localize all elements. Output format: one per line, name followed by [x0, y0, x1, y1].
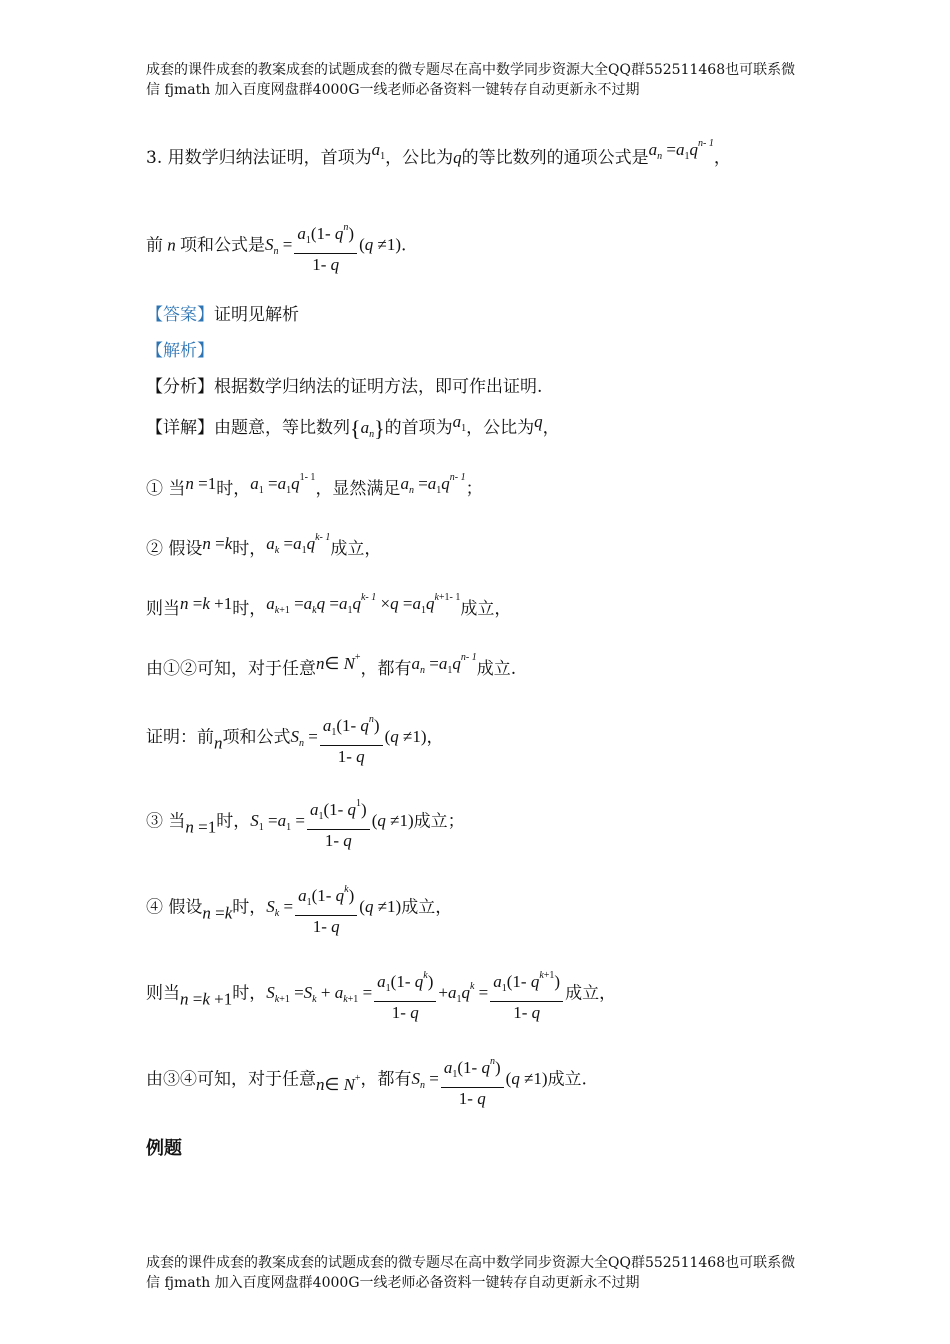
- math-n-eq-k1-b: n =k +1: [180, 989, 233, 1009]
- math-n-eq-k: n =k: [202, 534, 233, 553]
- problem-text-7: .: [401, 235, 407, 256]
- step-7-text-c: 成立，: [401, 897, 453, 918]
- math-q: q: [453, 148, 462, 167]
- step-8-text-b: 时，: [232, 983, 267, 1004]
- math-sum-formula: $S_n$ = $\frac{a_1(1- q^n)}{1- q}$ (q ≠1): [265, 235, 401, 254]
- math-q-b: q: [534, 412, 543, 431]
- step-6-text-c: 成立；: [413, 811, 465, 832]
- step-5-text-c: ，: [426, 727, 444, 748]
- answer-tag: 【答案】: [146, 305, 214, 325]
- fenxi-tag: 【分析】: [146, 377, 214, 397]
- problem-line-2: [146, 218, 406, 275]
- step-7-text-a: ④ 假设: [146, 897, 203, 918]
- math-a1-b: $a_1$: [452, 412, 467, 434]
- math-n: n: [163, 235, 180, 255]
- step-5: [146, 710, 444, 767]
- step-3-text-c: 成立，: [460, 599, 512, 619]
- analysis-tag-line: [146, 336, 214, 361]
- step-9-text-b: ，都有: [360, 1069, 412, 1090]
- step-9-text-a: 由③④可知，对于任意: [146, 1069, 316, 1090]
- math-n-eq-1-b: n =1: [185, 817, 217, 837]
- header-line-2: 信 fjmath 加入百度网盘群4000G一线老师必备资料一键转存自动更新永不过期: [146, 82, 640, 98]
- fenxi-text: 根据数学归纳法的证明方法，即可作出证明.: [214, 377, 543, 397]
- math-seq-an: $\{a_n\}$: [350, 416, 385, 442]
- math-n-b: n: [214, 733, 223, 753]
- step-2: [146, 532, 381, 559]
- section-title: 例题: [146, 1138, 182, 1159]
- footer-line-2: 信 fjmath 加入百度网盘群4000G一线老师必备资料一键转存自动更新永不过期: [146, 1275, 640, 1291]
- math-n-eq-k1: n =k +1: [180, 594, 233, 613]
- step-4: [146, 652, 516, 679]
- math-step1-general: $a_n =a_1q^{n- 1}$: [400, 472, 466, 496]
- math-step7-sum: $S_k$ = $\frac{a_1(1- q^k)}{1- q}$ (q ≠1): [266, 897, 401, 916]
- page-footer: [146, 1253, 826, 1293]
- step-1-text-b: 时，: [216, 479, 251, 499]
- math-step1-eq: $a_1 =a_1q^{1- 1}$: [250, 472, 316, 496]
- math-step9-sum: $S_n$ = $\frac{a_1(1- q^n)}{1- q}$ (q ≠1): [412, 1069, 548, 1088]
- problem-text-5: 前: [146, 235, 163, 256]
- step-5-text-b: 项和公式: [222, 727, 291, 748]
- step-8-text-a: 则当: [146, 983, 180, 1004]
- step-1-text-c: ，显然满足: [315, 479, 401, 499]
- math-a1: $a_1$: [371, 140, 386, 162]
- footer-line-1: 成套的课件成套的教案成套的试题成套的微专题尽在高中数学同步资源大全QQ群552511468也可联系微: [146, 1255, 796, 1271]
- step-9: [146, 1052, 587, 1109]
- step-8: [146, 966, 616, 1023]
- xiangjie-text-2: 的首项为: [384, 418, 453, 438]
- step-4-text-b: ，都有: [360, 659, 412, 679]
- math-n-eq-1: n =1: [185, 474, 217, 493]
- step-7-text-b: 时，: [232, 897, 267, 918]
- step-6-text-b: 时，: [216, 811, 251, 832]
- step-1-text-d: ；: [465, 479, 483, 499]
- step-3-text-a: 则当: [146, 599, 180, 619]
- step-6-text-a: ③ 当: [146, 811, 186, 832]
- answer-line: [146, 300, 299, 325]
- math-step6-sum: $S_1 =a_1$ = $\frac{a_1(1- q^1)}{1- q}$ (q ≠1): [250, 811, 413, 830]
- problem-text-6: 项和公式是: [180, 235, 265, 256]
- step-9-text-c: 成立.: [547, 1069, 587, 1090]
- xiangjie-text-1: 由题意，等比数列: [214, 418, 350, 438]
- step-3-text-b: 时，: [232, 599, 267, 619]
- step-2-text-c: 成立，: [330, 539, 382, 559]
- problem-text-1: 3. 用数学归纳法证明，首项为: [146, 148, 372, 168]
- step-5-text-a: 证明：前: [146, 727, 214, 748]
- xiangjie-text-3: ，公比为: [466, 418, 535, 438]
- math-n-in-N: n∈ N+: [316, 652, 361, 673]
- xiangjie-text-4: ，: [542, 418, 560, 438]
- xiangjie-line: [146, 412, 560, 442]
- math-n-eq-k-b: n =k: [202, 903, 233, 923]
- math-general-term: $a_n =a_1q^{n- 1}$: [648, 138, 714, 162]
- answer-text: 证明见解析: [214, 305, 299, 325]
- math-step8-sum: $S_{k+1} =S_k + a_{k+1}$ = $\frac{a_1(1- q^k)}{1- q}$ $+a_1q^k$ = $\frac{a_1(1- q^{k+1})}{1- q}$: [266, 983, 565, 1002]
- fenxi-line: [146, 372, 542, 397]
- step-3: [146, 592, 511, 619]
- math-step4-general: $a_n =a_1q^{n- 1}$: [411, 652, 477, 676]
- step-2-text-b: 时，: [232, 539, 267, 559]
- problem-line-1: [146, 138, 731, 168]
- analysis-tag: 【解析】: [146, 341, 214, 361]
- step-4-text-a: 由①②可知，对于任意: [146, 659, 316, 679]
- step-1-text-a: ① 当: [146, 479, 186, 499]
- problem-text-2: ，公比为: [385, 148, 454, 168]
- math-step5-sum: $S_n$ = $\frac{a_1(1- q^n)}{1- q}$ (q ≠1): [291, 727, 427, 746]
- step-7: [146, 880, 452, 937]
- math-ak: $a_k =a_1q^{k- 1}$: [266, 532, 331, 556]
- page-header: [146, 60, 826, 100]
- math-ak1: $a_{k+1} =a_kq =a_1q^{k- 1} \times q =a_1q^{k+1- 1}$: [266, 592, 461, 616]
- problem-text-3: 的等比数列的通项公式是: [461, 148, 649, 168]
- problem-text-4: ，: [713, 148, 731, 168]
- step-2-text-a: ② 假设: [146, 539, 203, 559]
- math-n-in-N-b: n∈ N+: [316, 1073, 361, 1095]
- step-4-text-c: 成立.: [476, 659, 517, 679]
- header-line-1: 成套的课件成套的教案成套的试题成套的微专题尽在高中数学同步资源大全QQ群552511468也可联系微: [146, 62, 796, 78]
- xiangjie-tag: 【详解】: [146, 418, 214, 438]
- step-6: [146, 794, 465, 851]
- step-1: [146, 472, 483, 499]
- step-8-text-c: 成立，: [565, 983, 617, 1004]
